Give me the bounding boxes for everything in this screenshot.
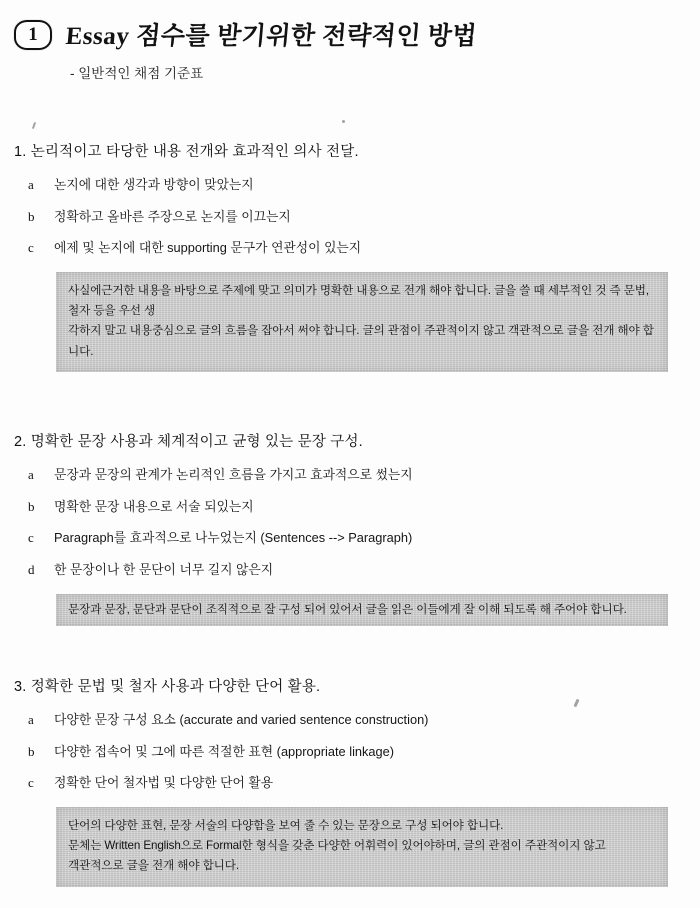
- section-1: [14, 140, 686, 372]
- list-item-label: a: [28, 712, 34, 727]
- section-2: [14, 430, 686, 626]
- page-subtitle: - 일반적인 채점 기준표: [70, 66, 204, 81]
- list-item-label: c: [28, 240, 34, 256]
- list-item-text: 명확한 문장 내용으로 서술 되있는지: [54, 498, 254, 514]
- section-number-badge: 1: [14, 20, 52, 50]
- list-item-label: b: [28, 208, 35, 224]
- list-item-label: d: [28, 561, 35, 577]
- note-line: 문장과 문장, 문단과 문단이 조직적으로 잘 구성 되어 있어서 글을 읽은 이들에게 잘 이해 되도록 해 주어야 합니다.: [68, 602, 627, 616]
- list-item: [28, 744, 686, 761]
- list-item: [28, 562, 686, 579]
- section-3-note: [56, 807, 668, 887]
- note-line: 객관적으로 글을 전개 해야 합니다.: [68, 859, 240, 873]
- section-2-heading: 2. 명확한 문장 사용과 체계적이고 균형 있는 문장 구성.: [14, 434, 363, 450]
- list-item-text: 에제 및 논지에 대한 supporting 문구가 연관성이 있는지: [54, 240, 362, 256]
- list-item: [28, 467, 686, 484]
- scan-artifact: [32, 122, 36, 129]
- scan-artifact: [342, 120, 345, 123]
- list-item-label: c: [28, 530, 34, 546]
- list-item-label: c: [28, 775, 34, 791]
- list-item-text: 정확한 단어 철자법 및 다양한 단어 활용: [54, 775, 274, 791]
- list-item-text: Paragraph를 효과적으로 나누었는지 (Sentences --> Paragraph): [54, 530, 413, 546]
- section-3: [14, 675, 686, 887]
- list-item-text: 다양한 접속어 및 그에 따른 적절한 표현 (appropriate linkage): [54, 743, 395, 759]
- section-1-items: [28, 177, 686, 257]
- list-item: [28, 240, 686, 257]
- note-line: 문체는 Written English으로 Formal한 형식을 갖춘 다양한 어휘력이 있어야하며, 글의 관점이 주관적이지 않고: [68, 839, 606, 853]
- list-item-text: 정확하고 올바른 주장으로 논지를 이끄는지: [54, 208, 291, 224]
- list-item-label: a: [28, 177, 34, 192]
- list-item-text: 논지에 대한 생각과 방향이 맞았는지: [54, 177, 254, 192]
- title-row: [14, 16, 686, 52]
- list-item-text: 한 문장이나 한 문단이 너무 길지 않은지: [54, 561, 274, 577]
- list-item: [28, 177, 686, 194]
- section-3-heading: 3. 정확한 문법 및 철자 사용과 다양한 단어 활용.: [14, 679, 321, 695]
- list-item: [28, 499, 686, 516]
- list-item-label: a: [28, 467, 34, 482]
- note-line: 사실에근거한 내용을 바탕으로 주제에 맞고 의미가 명확한 내용으로 전개 해야 합니다. 글을 쓸 때 세부적인 것 즉 문법, 철자 등을 우선 생: [68, 283, 649, 318]
- list-item-text: 문장과 문장의 관계가 논리적인 흐름을 가지고 효과적으로 썼는지: [54, 467, 413, 482]
- section-3-items: [28, 712, 686, 792]
- section-1-note: [56, 272, 668, 372]
- section-1-heading: 1. 논리적이고 타당한 내용 전개와 효과적인 의사 전달.: [14, 144, 359, 160]
- list-item-label: b: [28, 498, 35, 514]
- page-title: Essay 점수를 받기위한 전략적인 방법: [64, 23, 479, 50]
- list-item: [28, 209, 686, 226]
- list-item-label: b: [28, 743, 35, 759]
- list-item-text: 다양한 문장 구성 요소 (accurate and varied sentence construction): [54, 712, 429, 727]
- section-2-items: [28, 467, 686, 579]
- list-item: [28, 530, 686, 547]
- note-line: 각하지 말고 내용중심으로 글의 흐름을 잡아서 써야 합니다. 글의 관점이 주관적이지 않고 객관적으로 글을 전개 해야 합니다.: [68, 324, 654, 358]
- document-header: [14, 16, 686, 86]
- list-item: [28, 712, 686, 729]
- section-2-note: [56, 594, 668, 626]
- note-line: 단어의 다양한 표현, 문장 서술의 다양함을 보여 줄 수 있는 문장으로 구성 되어야 합니다.: [68, 818, 504, 832]
- list-item: [28, 775, 686, 792]
